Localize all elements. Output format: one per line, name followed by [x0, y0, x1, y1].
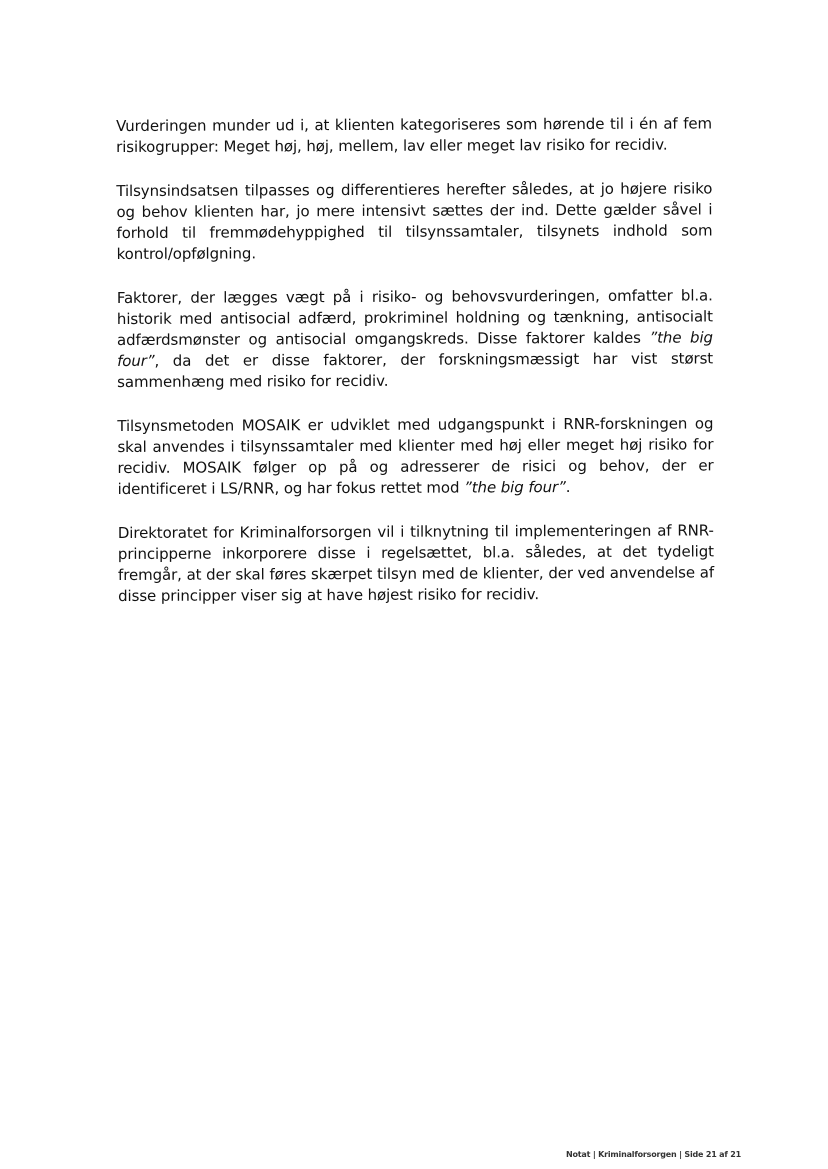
paragraph-3-italic-term: ”the big four”: [117, 328, 713, 370]
paragraph-4: [117, 413, 713, 500]
page-footer: Notat | Kriminalforsorgen | Side 21 af 21: [566, 1150, 741, 1159]
paragraph-3-text-a: Faktorer, der lægges vægt på i risiko- og behovsvurderingen, omfatter bl.a. historik med antisocial adfærd, prokriminel holdning og tænkning, antisocialt adfærdsmønster og antisocial omgangskreds. Disse faktorer kaldes: [116, 286, 713, 349]
paragraph-4-italic-term: ”the big four”: [464, 478, 566, 497]
paragraph-2-text: Tilsynsindsatsen tilpasses og differentieres herefter således, at jo højere risiko og behov klienten har, jo mere intensivt sættes der ind. Dette gælder såvel i forhold til fremmødehyppighed til tilsynssamtaler, tilsynets indhold som kontrol/opfølgning.: [116, 179, 713, 263]
paragraph-4-text-b: .: [565, 478, 571, 497]
paragraph-4-text-a: Tilsynsmetoden MOSAIK er udviklet med udgangspunkt i RNR-forskningen og skal anvendes i tilsynssamtaler med klienter med høj eller meget høj risiko for recidiv. MOSAIK følger op på og adresserer de risici og behov, der er identificeret i LS/RNR, og har fokus rettet mod: [117, 414, 714, 498]
body-text: [116, 113, 714, 630]
paragraph-3: [117, 285, 713, 393]
paragraph-5-text: Direktoratet for Kriminalforsorgen vil i tilknytning til implementeringen af RNR-principperne inkorporere disse i regelsættet, bl.a. således, at det tydeligt fremgår, at der skal føres skærpet tilsyn med de klienter, der ved anvendelse af disse principper viser sig at have højest risiko for recidiv.: [117, 521, 715, 605]
paragraph-3-text-b: , da det er disse faktorer, der forskningsmæssigt har vist størst sammenhæng med risiko for recidiv.: [117, 349, 714, 391]
paragraph-2: [116, 178, 712, 265]
paragraph-1-text: Vurderingen munder ud i, at klienten kategoriseres som hørende til i én af fem risikogrupper: Meget høj, høj, mellem, lav eller meget lav risiko for recidiv.: [116, 114, 713, 156]
paragraph-5: [118, 520, 714, 607]
paragraph-1: [116, 113, 712, 158]
